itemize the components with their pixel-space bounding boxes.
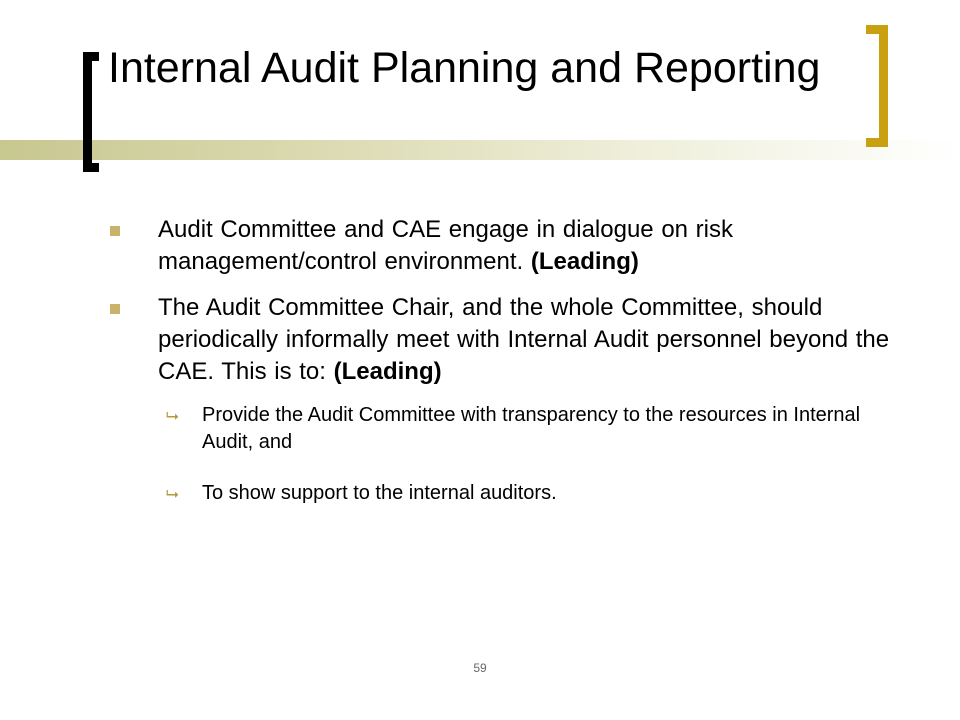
curved-arrow-bullet-icon: ⮡ [166,484,179,503]
slide-content [110,214,910,507]
right-bracket-decoration [866,25,888,147]
slide-title: Internal Audit Planning and Reporting [108,44,821,92]
bullet-bold-tag: (Leading) [530,248,639,275]
square-bullet-icon [110,304,120,314]
square-bullet-icon [110,226,120,236]
bullet-item [110,292,910,388]
page-number: 59 [473,661,487,675]
bullet-text: Audit Committee and CAE engage in dialogue on risk management/control environment. [158,216,733,275]
bullet-bold-tag: (Leading) [333,358,442,385]
bullet-item [110,214,910,278]
bullet-text: The Audit Committee Chair, and the whole Committee, should periodically informally meet with Internal Audit personnel beyond the CAE. This is to: [158,294,890,385]
sub-bullet-item [110,480,910,507]
curved-arrow-bullet-icon: ⮡ [166,406,179,425]
sub-bullet-text: Provide the Audit Committee with transparency to the resources in Internal Audit, and [202,404,861,453]
sub-bullet-item [110,402,910,456]
title-gradient-bar [0,140,960,160]
sub-bullet-text: To show support to the internal auditors. [202,482,557,504]
left-bracket-decoration [83,52,99,172]
